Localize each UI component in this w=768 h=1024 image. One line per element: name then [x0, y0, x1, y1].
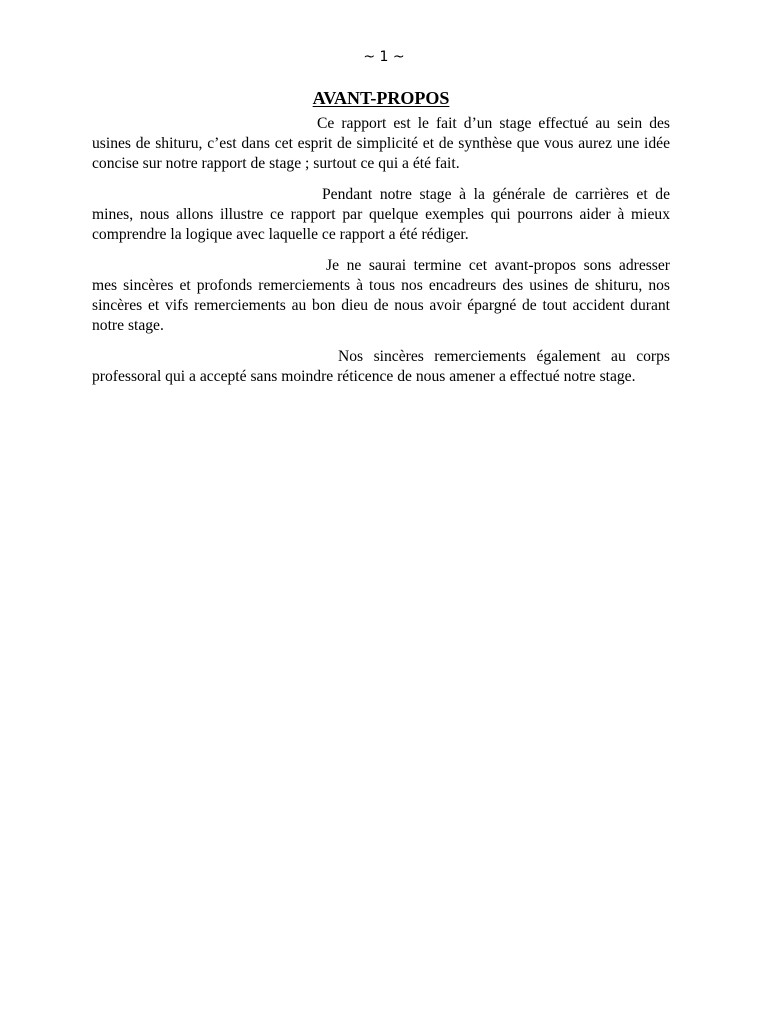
paragraph-professors: Nos sincères remerciements également au corps professoral qui a accepté sans moindre réticence de nous amener a effectué notre stage.: [92, 348, 670, 385]
document-body: [92, 114, 670, 398]
document-title-text: AVANT-PROPOS: [312, 88, 450, 108]
document-title: [0, 87, 768, 109]
page-number: ~ 1 ~: [363, 49, 405, 65]
paragraph-intro: Ce rapport est le fait d’un stage effectué au sein des usines de shituru, c’est dans cet esprit de simplicité et de synthèse que vous aurez une idée concise sur notre rapport de stage ; surtout ce qui a été fait.: [92, 115, 670, 172]
paragraph-stage: Pendant notre stage à la générale de carrières et de mines, nous allons illustre ce rapport par quelque exemples qui pourrons aider à mieux comprendre la logique avec laquelle ce rapport a été rédiger.: [92, 186, 670, 243]
paragraph-thanks: Je ne saurai termine cet avant-propos sons adresser mes sincères et profonds remerciements à tous nos encadreurs des usines de shituru, nos sincères et vifs remerciements au bon dieu de nous avoir épargné de tout accident durant notre stage.: [92, 257, 670, 334]
